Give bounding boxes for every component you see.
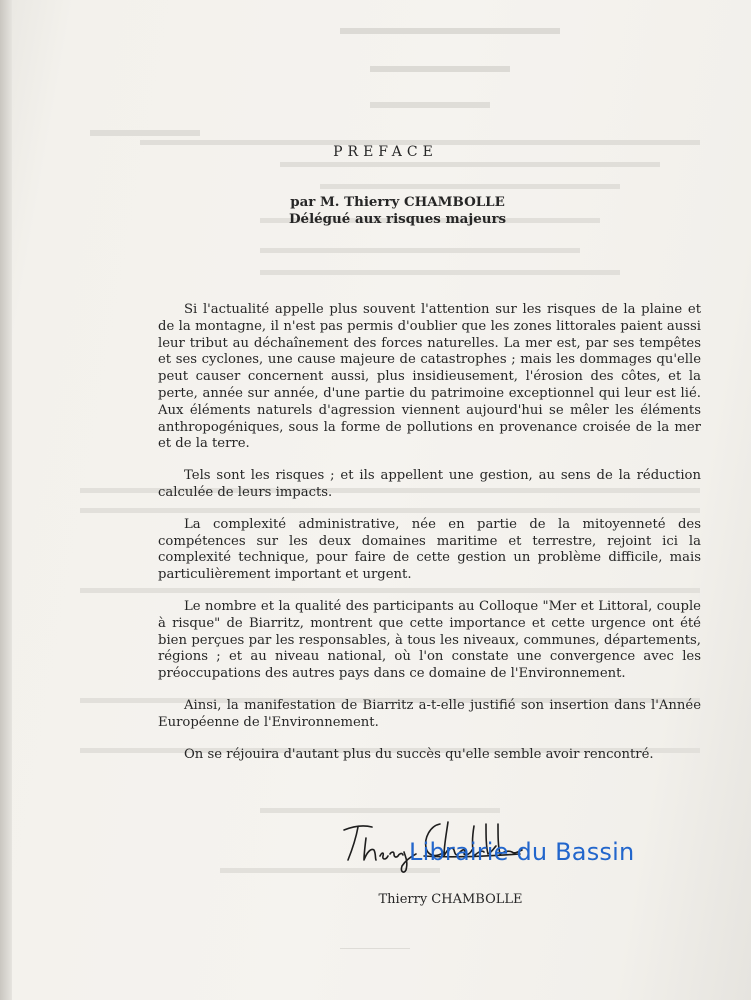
author-byline	[0, 194, 751, 228]
author-role: Délégué aux risques majeurs	[288, 211, 507, 227]
divider	[340, 948, 410, 949]
paragraph: La complexité administrative, née en partie de la mitoyenneté des compétences sur les deux domaines maritime et terrestre, rejoint ici la complexité technique, pour faire de cette gestion un problème difficile, mais particulièrement important et urgent.	[158, 516, 701, 583]
paragraph: Le nombre et la qualité des participants au Colloque "Mer et Littoral, couple à risque" de Biarritz, montrent que cette importance et cette urgence ont été bien perçues par les responsables, à tous les niveaux, communes, départements, régions ; et au niveau national, où l'on constate une convergence avec les préoccupations des autres pays dans ce domaine de l'Environnement.	[158, 598, 701, 682]
preface-body	[158, 302, 701, 778]
paragraph: Si l'actualité appelle plus souvent l'attention sur les risques de la plaine et de la montagne, il n'est pas permis d'oublier que les zones littorales paient aussi leur tribut au déchaînement des forces naturelles. La mer est, par ses tempêtes et ses cyclones, une cause majeure de catastrophes ; mais les dommages qu'elle peut causer concernent aussi, plus insidieusement, l'érosion des côtes, et la perte, année sur année, d'une partie du patrimoine exceptionnel qui leur est lié. Aux éléments naturels d'agression viennent aujourd'hui se mêler les éléments anthropogéniques, sous la forme de pollutions en provenance croisée de la mer et de la terre.	[158, 302, 701, 452]
paragraph: Tels sont les risques ; et ils appellent une gestion, au sens de la réduction calculée de leurs impacts.	[158, 468, 701, 500]
preface-title: PREFACE	[333, 144, 438, 160]
watermark-text: Librairie du Bassin	[409, 838, 635, 866]
paragraph: On se réjouira d'autant plus du succès qu'elle semble avoir rencontré.	[184, 746, 654, 762]
paragraph: Ainsi, la manifestation de Biarritz a-t-elle justifié son insertion dans l'Année Européenne de l'Environnement.	[158, 697, 701, 730]
signatory-name: Thierry CHAMBOLLE	[378, 892, 523, 907]
author-line: par M. Thierry CHAMBOLLE	[290, 194, 505, 210]
